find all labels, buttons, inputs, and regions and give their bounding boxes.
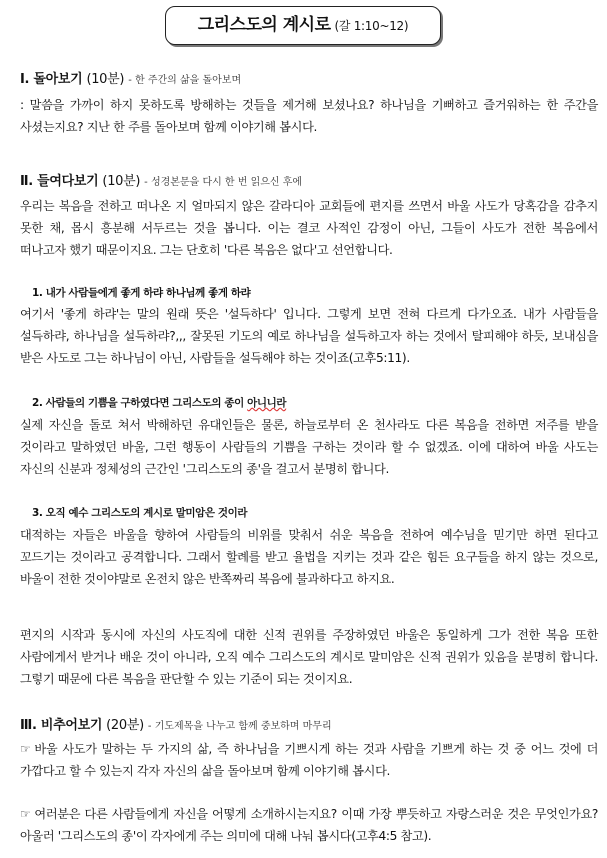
section1-title: Ⅰ. 돌아보기 — [20, 72, 83, 87]
point3-heading: 3. 오직 예수 그리스도의 계시로 말미암은 것이라 — [32, 507, 248, 519]
section3-question2-text: 여러분은 다른 사람들에게 자신을 어떻게 소개하시는지요? 이때 가장 뿌듯하고 자랑스러운 것은 무엇인가요? 아울러 '그리스도의 종'이 각자에게 주는 의미에 대해 나눠 봅시다(고후4:5 참고). — [20, 807, 598, 843]
section1-note: - 한 주간의 삶을 돌아보며 — [128, 75, 242, 86]
section3-title: Ⅲ. 비추어보기 — [20, 718, 103, 733]
section3-question1 — [20, 738, 598, 782]
point1-text: 여기서 '좋게 하랴'는 말의 원래 뜻은 '설득하다' 입니다. 그렇게 보면 전혀 다르게 다가오죠. 내가 사람들을 설득하랴, 하나님을 설득하랴?,,, 잘못된 기도의 예로 하나님을 설득하고자 하는 것에서 탈피해야 하듯, 보내심을 받은 사도로 그는 하나님이 아닌, 사람들을 설득해야 하는 것이죠(고후5:11). — [20, 307, 598, 365]
section3-note: - 기도제목을 나누고 함께 중보하며 마무리 — [147, 721, 332, 732]
point1-heading: 1. 내가 사람들에게 좋게 하랴 하나님께 좋게 하랴 — [32, 287, 251, 299]
section3-question2 — [20, 803, 598, 847]
pointing-hand-icon: ☞ — [20, 807, 31, 821]
section3-question1-text: 바울 사도가 말하는 두 가지의 삶, 즉 하나님을 기쁘시게 하는 것과 사람을 기쁘게 하는 것 중 어느 것에 더 가깝다고 할 수 있는지 각자 자신의 삶을 돌아보며 함께 이야기해 봅시다. — [20, 742, 598, 778]
section1-text: : 말씀을 가까이 하지 못하도록 방해하는 것들을 제거해 보셨나요? 하나님을 기뻐하고 즐거워하는 한 주간을 사셨는지요? 지난 한 주를 돌아보며 함께 이야기해 봅시다. — [20, 98, 598, 134]
pointing-hand-icon: ☞ — [20, 742, 31, 756]
section1-time: (10분) — [86, 72, 125, 87]
section2-title: Ⅱ. 들여다보기 — [20, 174, 99, 189]
section2-heading — [20, 173, 302, 192]
point2-text: 실제 자신을 돌로 쳐서 박해하던 유대인들은 물론, 하늘로부터 온 천사라도 다른 복음을 전하면 저주를 받을 것이라고 말하였던 바울, 그런 행동이 사람들의 기쁨을 구하는 것이라 할 수 없겠죠. 이에 대하여 바울 사도는 자신의 신분과 정체성의 근간인 '그리스도의 종'을 걸고서 분명히 합니다. — [20, 418, 598, 476]
point2-heading — [32, 396, 286, 410]
section2-note: - 성경본문을 다시 한 번 읽으신 후에 — [144, 177, 303, 188]
title-box — [165, 6, 441, 45]
point3-text2: 편지의 시작과 동시에 자신의 사도직에 대한 신적 권위를 주장하였던 바울은 동일하게 그가 전한 복음 또한 사람에게서 받거나 배운 것이 아니라, 오직 예수 그리스도의 계시로 말미암은 신적 권위가 있음을 분명히 합니다. 그렇기 때문에 다른 복음을 판단할 수 있는 기준이 되는 것이지요. — [20, 628, 598, 686]
section2-intro: 우리는 복음을 전하고 떠나온 지 얼마되지 않은 갈라디아 교회들에 편지를 쓰면서 바울 사도가 당혹감을 감추지 못한 채, 몹시 흥분해 서두르는 것을 봅니다. 이는 결코 사적인 감정이 아닌, 그들이 사도가 전한 복음에서 떠나고자 했기 때문이지요. 그는 단호히 '다른 복음은 없다'고 선언합니다. — [20, 199, 598, 257]
point3-text1: 대적하는 자들은 바울을 향하여 사람들의 비위를 맞춰서 쉬운 복음을 전하여 예수님을 믿기만 하면 된다고 꼬드기는 것이라고 공격합니다. 그래서 할례를 받고 율법을 지키는 것과 같은 힘든 요구들을 하지 않는 것으로, 바울이 전한 것이야말로 온전치 않은 반쪽짜리 복음에 불과하다고 하지요. — [20, 528, 598, 586]
scripture-reference: (갈 1:10~12) — [334, 19, 409, 33]
section3-heading — [20, 717, 332, 736]
point2-heading-main: 2. 사람들의 기쁨을 구하였다면 그리스도의 종이 — [32, 397, 248, 409]
section2-time: (10분) — [102, 174, 141, 189]
point2-heading-underlined: 아니니라 — [247, 397, 287, 409]
section3-time: (20분) — [106, 718, 144, 733]
page-title: 그리스도의 계시로 — [197, 15, 331, 35]
section1-heading — [20, 71, 241, 90]
